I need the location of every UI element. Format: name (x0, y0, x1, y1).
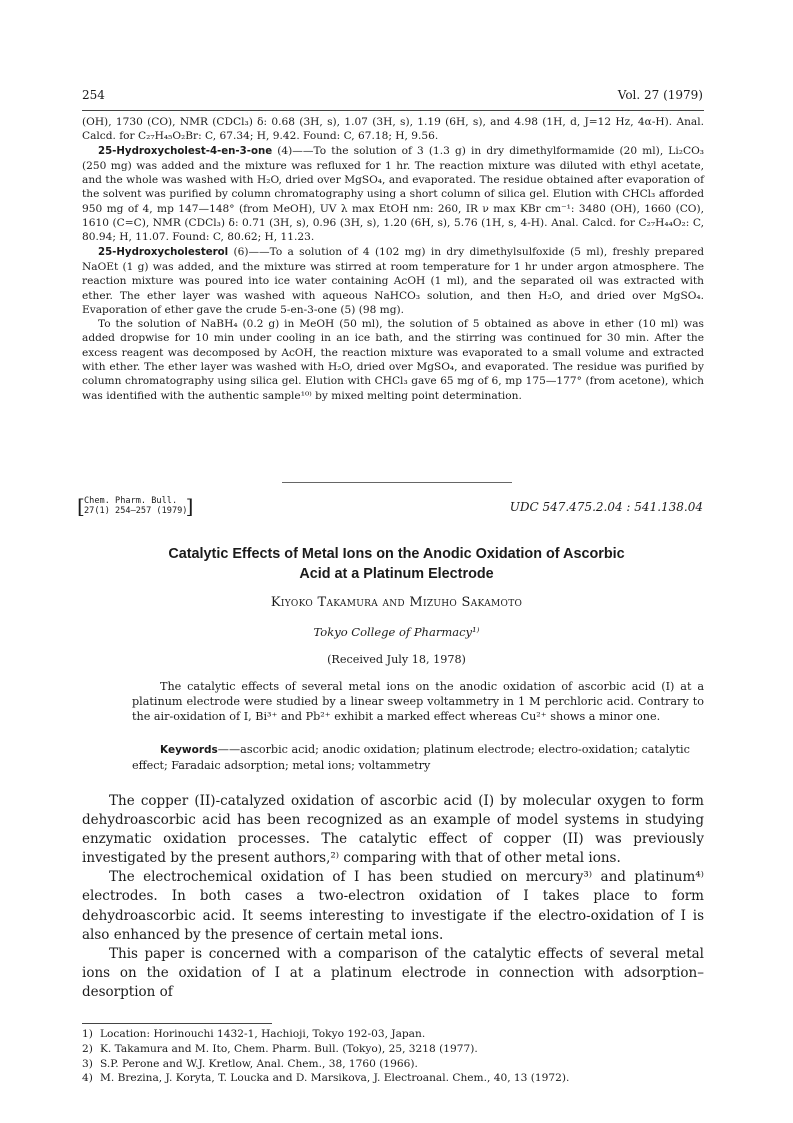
article-separator (282, 482, 512, 483)
compound-heading: 25-Hydroxycholesterol (98, 246, 229, 258)
footnote: 2) K. Takamura and M. Ito, Chem. Pharm. Bull. (Tokyo), 25, 3218 (1977). (82, 1042, 478, 1055)
compound-heading: 25-Hydroxycholest-4-en-3-one (98, 145, 273, 157)
keywords-label: Keywords (160, 744, 218, 756)
received-date: (Received July 18, 1978) (327, 653, 466, 666)
experimental-paragraph: To the solution of NaBH₄ (0.2 g) in MeOH (50 ml), the solution of 5 obtained as above in ether (10 ml) was added dropwise for 10 min under cooling in an ice bath, and the stirring was continued for 30 min. After the excess reagent was decomposed by AcOH, the reaction mixture was evaporated to a small volume and extracted with ether. The ether layer was washed with H₂O, dried over MgSO₄, and evaporated. The residue was purified by column chromatography using silica gel. Elution with CHCl₃ gave 65 mg of 6, mp 175—177° (from acetone), which was identified with the authentic sample¹⁰⁾ by mixed melting point determination. (82, 318, 704, 402)
affiliation: Tokyo College of Pharmacy¹⁾ (313, 625, 480, 639)
body-paragraph: The electrochemical oxidation of I has been studied on mercury³⁾ and platinum⁴⁾ electrodes. In both cases a two-electron oxidation of I takes place to form dehydroascorbic acid. It seems interesting to investigate if the electro-oxidation of I is also enhanced by the presence of certain metal ions. (82, 869, 704, 943)
authors: Kiyoko Takamura and Mizuho Sakamoto (270, 595, 523, 610)
journal-reference: [ Chem. Pharm. Bull. 27(1) 254—257 (1979) ] (77, 494, 194, 518)
journal-name: Chem. Pharm. Bull. (84, 496, 178, 506)
keywords-text: ——ascorbic acid; anodic oxidation; platinum electrode; electro-oxidation; catalytic effect; Faradaic adsorption; metal ions; voltammetry (132, 743, 690, 772)
article-title: Catalytic Effects of Metal Ions on the Anodic Oxidation of Ascorbic Acid at a Platinum Electrode (168, 546, 625, 582)
footnote: 1) Location: Horinouchi 1432-1, Hachioji, Tokyo 192-03, Japan. (82, 1028, 426, 1040)
footnote-rule (82, 1023, 272, 1024)
volume-label: Vol. 27 (1979) (617, 88, 703, 102)
body-paragraph: The copper (II)-catalyzed oxidation of ascorbic acid (I) by molecular oxygen to form dehydroascorbic acid has been recognized as an example of model systems in studying enzymatic oxidation processes. The catalytic effect of copper (II) was previously investigated by the present authors,²⁾ comparing with that of other metal ions. (82, 793, 704, 867)
experimental-section (82, 115, 704, 403)
journal-volume: 27(1) 254—257 (1979) (84, 506, 188, 516)
page-number: 254 (82, 88, 105, 102)
body-paragraph: This paper is concerned with a comparison of the catalytic effects of several metal ions on the oxidation of I at a platinum electrode in connection with adsorption–desorption of (82, 945, 704, 1000)
keywords (132, 742, 704, 773)
udc-code: UDC 547.475.2.04 : 541.138.04 (509, 500, 703, 514)
experimental-paragraph: (OH), 1730 (CO), NMR (CDCl₃) δ: 0.68 (3H, s), 1.07 (3H, s), 1.19 (6H, s), and 4.98 (1H, d, J=12 Hz, 4α-H). Anal. Calcd. for C₂₇H₄₅O₂Br: C, 67.34; H, 9.42. Found: C, 67.18; H, 9.56. (82, 116, 704, 143)
footnotes (82, 1027, 722, 1086)
abstract: The catalytic effects of several metal ions on the anodic oxidation of ascorbic acid (I) at a platinum electrode were studied by a linear sweep voltammetry in 1 M perchloric acid. Contrary to the air-oxidation of I, Bi³⁺ and Pb²⁺ exhibit a marked effect whereas Cu²⁺ shows a minor one. (132, 680, 704, 723)
body-text (82, 792, 704, 1002)
footnote: 4) M. Brezina, J. Koryta, T. Loucka and D. Marsikova, J. Electroanal. Chem., 40, 13 (1972). (82, 1072, 570, 1085)
footnote: 3) S.P. Perone and W.J. Kretlow, Anal. Chem., 38, 1760 (1966). (82, 1057, 418, 1070)
experimental-paragraph: 25-Hydroxycholesterol (6)——To a solution of 4 (102 mg) in dry dimethylsulfoxide (5 ml), freshly prepared NaOEt (1 g) was added, and the mixture was stirred at room temperature for 1 hr under argon atmosphere. The reaction mixture was poured into ice water containing AcOH (1 ml), and the separated oil was extracted with ether. The ether layer was washed with aqueous NaHCO₃ solution, and then H₂O, and dried over MgSO₄. Evaporation of ether gave the crude 5-en-3-one (5) (98 mg). (82, 245, 704, 316)
experimental-paragraph: 25-Hydroxycholest-4-en-3-one (4)——To the solution of 3 (1.3 g) in dry dimethylformamide (20 ml), Li₂CO₃ (250 mg) was added and the mixture was refluxed for 1 hr. The reaction mixture was diluted with ethyl acetate, and the whole was washed with H₂O, dried over MgSO₄, and evaporated. The residue obtained after evaporation of the solvent was purified by column chromatography using a short column of silica gel. Elution with CHCl₃ afforded 950 mg of 4, mp 147—148° (from MeOH), UV λ max EtOH nm: 260, IR ν max KBr cm⁻¹: 3480 (OH), 1660 (CO), 1610 (C=C), NMR (CDCl₃) δ: 0.71 (3H, s), 0.96 (3H, s), 1.20 (6H, s), 5.76 (1H, s, 4-H). Anal. Calcd. for C₂₇H₄₄O₂: C, 80.94; H, 11.07. Found: C, 80.62; H, 11.23. (82, 144, 704, 244)
header-rule (82, 110, 704, 111)
